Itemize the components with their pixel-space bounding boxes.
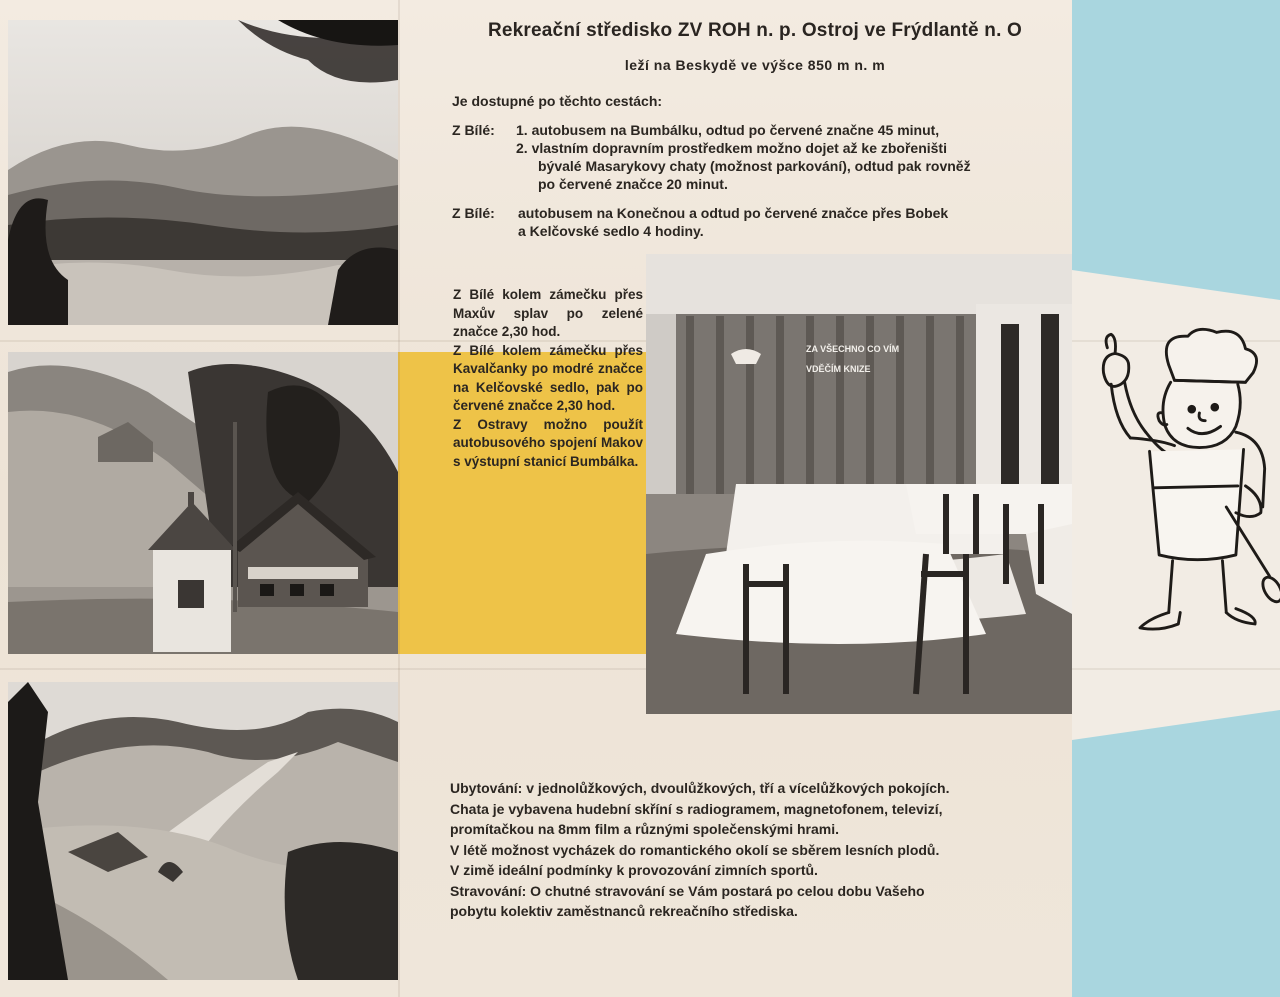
info-line: Stravování: O chutné stravování se Vám postará po celou dobu Vašeho — [450, 882, 925, 899]
info-line: Ubytování: v jednolůžkových, dvoulůžkových, tří a vícelůžkových pokojích. — [450, 780, 950, 796]
fold-line-vertical — [398, 0, 400, 997]
chef-illustration — [1092, 318, 1280, 648]
photo-mountain-landscape — [8, 20, 398, 325]
info-line: V zimě ideální podmínky k provozování zimních sportů. — [450, 862, 818, 878]
info-line: pobytu kolektiv zaměstnanců rekreačního střediska. — [450, 903, 798, 919]
route-item: Z Ostravy možno použít autobusového spojení Makov s výstupní stanicí Bumbálka. — [453, 416, 643, 469]
photo-dining-hall — [646, 254, 1072, 714]
access-group1-item-2: 2. vlastním dopravním prostředkem možno dojet až ke zbořeništi — [516, 140, 947, 156]
info-line: V létě možnost vycházek do romantického okolí se sběrem lesních plodů. — [450, 841, 940, 858]
photo-chapel-cottage — [8, 352, 398, 654]
access-group1-item-1: 1. autobusem na Bumbálku, odtud po červené značne 45 minut, — [516, 122, 940, 138]
access-intro: Je dostupné po těchto cestách: — [452, 93, 663, 109]
access-group1-label: Z Bílé: — [452, 122, 495, 138]
accommodation-info — [450, 778, 1062, 922]
banner-line-1: ZA VŠECHNO CO VÍM — [806, 344, 900, 354]
info-line: Chata je vybavena hudební skříní s radiogramem, magnetofonem, televizí, — [450, 800, 943, 817]
access-group1-item-3: bývalé Masarykovy chaty (možnost parkování), odtud pak rovněž — [538, 158, 971, 174]
route-item: Z Bílé kolem zámečku přes Maxův splav po zelené značce 2,30 hod. — [453, 287, 643, 339]
route-item: Z Bílé kolem zámečku přes Kavalčanky po modré značce na Kelčovské sedlo, pak po červené značce 2,30 hod. — [453, 342, 643, 413]
access-group1-item-4: po červené značce 20 minut. — [538, 176, 728, 192]
access-group2-line-2: a Kelčovské sedlo 4 hodiny. — [518, 223, 704, 239]
photo-hillside-road — [8, 682, 398, 980]
access-group2-label: Z Bílé: — [452, 205, 495, 221]
fold-line-horizontal-bottom — [0, 668, 1280, 670]
routes-column — [453, 286, 643, 471]
banner-line-2: VDĚČÍM KNIZE — [806, 364, 871, 374]
page-subtitle: leží na Beskydě ve výšce 850 m n. m — [624, 57, 886, 73]
page-title: Rekreační středisko ZV ROH n. p. Ostroj ve Frýdlantě n. O — [487, 20, 1023, 41]
info-line: promítačkou na 8mm film a různými společenskými hrami. — [450, 821, 840, 837]
access-group2-line-1: autobusem na Konečnou a odtud po červené značce přes Bobek — [518, 205, 949, 221]
